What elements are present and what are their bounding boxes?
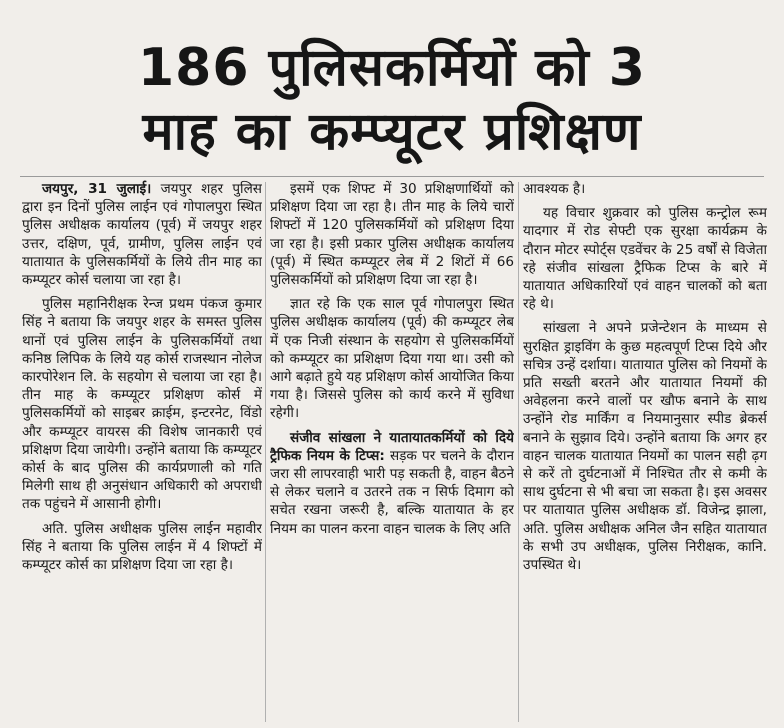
headline	[10, 39, 774, 163]
article-column-3	[523, 180, 767, 724]
paragraph: पुलिस महानिरीक्षक रेन्ज प्रथम पंकज कुमार सिंह ने बताया कि जयपुर शहर के समस्त पुलिस थानों एवं पुलिस लाईन के पुलिसकर्मियों तथा कनिष्ठ लिपिक के लिये यह कोर्स राजस्थान नोलेज कारपोरेशन लि. के सहयोग से चलाया जा रहा है। तीन माह के कम्प्यूटर प्रशिक्षण कोर्स में पुलिसकर्मियों को साइबर क्राईम, इन्टरनेट, विंडो और कम्प्यूटर वायरस की विशेष जानकारी एवं प्रशिक्षण दिया जायेगी। उन्होंने बताया कि कम्प्यूटर कोर्स के बाद पुलिस की कार्यप्रणाली को गति मिलेगी साथ ही अनुसंधान अधिकारी को अपराधी तक पहुंचने में आसानी होगी।	[22, 296, 262, 513]
paragraph: इसमें एक शिफ्ट में 30 प्रशिक्षणार्थियों को प्रशिक्षण दिया जा रहा है। तीन माह के लिये चारों शिफ्टों में 120 पुलिसकर्मियों को प्रशिक्षण दिया जा रहा है। इसी प्रकार पुलिस अधीक्षक कार्यालय (पूर्व) में स्थित कम्प्यूटर लेब में 2 शिटों में 66 पुलिसकर्मियों को प्रशिक्षण दिया जा रहा है।	[270, 181, 514, 289]
paragraph	[22, 180, 262, 289]
paragraph	[270, 429, 514, 538]
paragraph-text: जयपुर शहर पुलिस द्वारा इन दिनों पुलिस लाईन एवं गोपालपुरा स्थित पुलिस अधीक्षक कार्यालय (पूर्व) में जयपुर शहर उत्तर, दक्षिण, पूर्व, ग्रामीण, पुलिस लाईन एवं यातायात के पुलिसकर्मियों के लिये तीन माह का कम्प्यूटर कोर्स चलाया जा रहा है।	[22, 181, 262, 289]
article-column-2	[270, 180, 514, 724]
paragraph-text: सड़क पर चलने के दौरान जरा सी लापरवाही भारी पड़ सकती है, वाहन बैठने से लेकर चलाने व उतरने तक न सिर्फ दिमाग को सचेत रखना जरूरी है, बल्कि यातायात के हर नियम का पालन करना वाहन चालक के लिए अति	[270, 447, 514, 537]
headline-line-1: 186 पुलिसकर्मियों को 3	[138, 38, 646, 99]
paragraph: ज्ञात रहे कि एक साल पूर्व गोपालपुरा स्थित पुलिस अधीक्षक कार्यालय (पूर्व) की कम्प्यूटर लेब में एक निजी संस्थान के सहयोग से पुलिसकर्मियों को कम्प्यूटर का प्रशिक्षण दिया गया था। उसी को आगे बढ़ाते हुये यह प्रशिक्षण कोर्स आयोजित किया गया है। जिससे पुलिस को कार्य करने में सुविधा रहेगी।	[270, 296, 514, 422]
paragraph: अति. पुलिस अधीक्षक पुलिस लाईन महावीर सिंह ने बताया कि पुलिस लाईन में 4 शिफ्टों में कम्प्यूटर कोर्स का प्रशिक्षण दिया जा रहा है।	[22, 520, 262, 574]
subheading: संजीव सांखला ने यातायातकर्मियों को दिये ट्रैफिक नियम के टिप्स:	[270, 429, 514, 464]
headline-rule	[20, 176, 764, 177]
paragraph: सांखला ने अपने प्रजेन्टेशन के माध्यम से सुरक्षित ड्राइविंग के कुछ महत्वपूर्ण टिप्स दिये और सचित्र उन्हें दर्शाया। यातायात पुलिस को नियमों के प्रति सख्ती बरतने और यातायात नियमों की अवेहलना करने वालों पर खौफ बनाने के साथ उन्होंने रोड मार्किंग व नियमानुसार स्पीड ब्रेकर्स बनाने के सुझाव दिये। उन्होंने बताया कि अगर हर वाहन चालक यातायात नियमों का पालन सही ढ़ग से करें तो दुर्घटनाओं में निश्चित तौर से कमी के साथ दुर्घटना से भी बचा जा सकता है। इस अवसर पर यातायात पुलिस अधीक्षक डॉ. विजेन्द्र झाला, अति. पुलिस अधीक्षक अनिल जैन सहित यातायात के सभी उप अधीक्षक, पुलिस निरीक्षक, कानि. उपस्थित थे।	[523, 320, 767, 574]
column-divider	[265, 182, 266, 722]
dateline: जयपुर, 31 जुलाई।	[42, 181, 152, 197]
column-divider	[518, 182, 519, 722]
article-column-1	[22, 180, 262, 724]
paragraph: आवश्यक है।	[523, 181, 586, 197]
paragraph: यह विचार शुक्रवार को पुलिस कन्ट्रोल रूम यादगार में रोड सेफ्टी एक सुरक्षा कार्यक्रम के दौरान मोटर स्पोर्ट्स एडवेंचर के 25 वर्षों से विजेता रहे संजीव सांखला ट्रैफिक टिप्स के बारे में यातायात अधिकारियों एवं वाहन चालकों को बता रहे थे।	[523, 205, 767, 313]
headline-line-2: माह का कम्प्यूटर प्रशिक्षण	[142, 102, 642, 163]
